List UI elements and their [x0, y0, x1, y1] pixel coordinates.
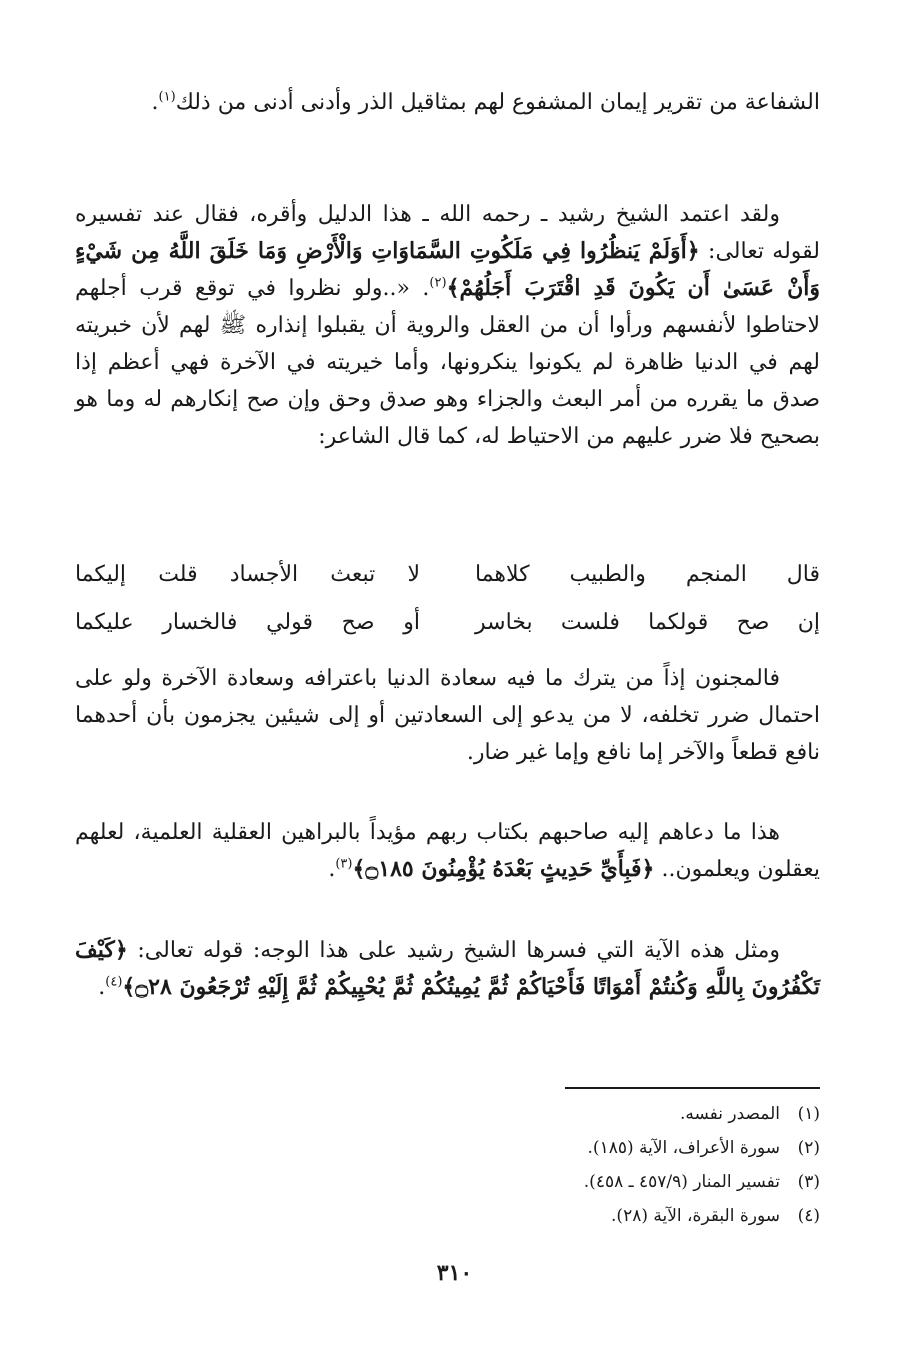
footnote-number: (١) — [797, 1104, 820, 1124]
paragraph-text: فالمجنون إذاً من يترك ما فيه سعادة الدنيا باعترافه وسعادة الآخرة ولو على احتمال ضرر تخلفه، لا من يدعو إلى السعادتين أو إلى شيئين يجزمون بأن أحدهما نافع قطعاً والآخر إما نافع وإما غير ضار. — [75, 666, 820, 765]
footnote-marker: (٣) — [335, 856, 353, 872]
footnote-item — [420, 1097, 820, 1131]
poem — [75, 562, 820, 658]
footnote-number: (٤) — [797, 1206, 820, 1226]
paragraph-intercession — [75, 84, 820, 121]
footnote-text: سورة البقرة، الآية (٢٨). — [611, 1206, 780, 1226]
paragraph-invitation — [75, 814, 820, 888]
paragraph-similar-verse — [75, 932, 820, 1006]
quran-verse: ﴿كَيْفَ تَكْفُرُونَ بِاللَّهِ وَكُنتُمْ أَمْوَاتًا فَأَحْيَاكُمْ ثُمَّ يُمِيتُكُمْ ثُمَّ يُحْيِيكُمْ ثُمَّ إِلَيْهِ تُرْجَعُونَ ۝٢٨﴾ — [75, 937, 820, 1000]
page-number: ٣١٠ — [436, 1260, 473, 1286]
poem-first-hemistich: إن صح قولكما فلست بخاسر — [475, 610, 820, 635]
footnote-divider — [565, 1087, 820, 1089]
footnote-number: (٢) — [797, 1138, 820, 1158]
paragraph-text: الشفاعة من تقرير إيمان المشفوع لهم بمثاقيل الذر وأدنى أدنى من ذلك — [175, 90, 820, 115]
paragraph-rest: . «..ولو نظروا في توقع قرب أجلهم لاحتاطوا لأنفسهم ورأوا أن من العقل والروية أن يقبلوا إنذاره ﷺ لهم لأن خبريته لهم في الدنيا ظاهرة لم يكونوا ينكرونها، وأما خيريته في الآخرة فهي أعظم إذا صدق ما يقرره من أمر البعث والجزاء وهو صدق وحق وإن صح إنكارهم له وما هو بصحيح فلا ضرر عليهم من الاحتياط له، كما قال الشاعر: — [75, 276, 820, 449]
poem-second-hemistich: لا تبعث الأجساد قلت إليكما — [75, 562, 420, 587]
footnote-item — [420, 1199, 820, 1233]
poem-line — [75, 562, 820, 610]
quran-verse: ﴿فَبِأَيِّ حَدِيثٍ بَعْدَهُ يُؤْمِنُونَ ۝١٨٥﴾ — [352, 856, 655, 882]
paragraph-text: هذا ما دعاهم إليه صاحبهم بكتاب ربهم مؤيداً بالبراهين العقلية العلمية، لعلهم يعقلون ويعلمون.. — [75, 820, 820, 882]
paragraph-intro: ولقد اعتمد الشيخ رشيد ـ رحمه الله ـ هذا الدليل وأقره، فقال عند تفسيره لقوله تعالى: — [75, 202, 820, 264]
footnote-marker: (٢) — [429, 275, 447, 291]
paragraph-end: . — [98, 975, 106, 1000]
quran-verse: ﴿أَوَلَمْ يَنظُرُوا فِي مَلَكُوتِ السَّمَاوَاتِ وَالْأَرْضِ وَمَا خَلَقَ اللَّهُ مِن شَيْءٍ وَأَنْ عَسَىٰ أَن يَكُونَ قَدِ اقْتَرَبَ أَجَلُهُمْ﴾ — [75, 238, 820, 301]
footnote-item — [420, 1165, 820, 1199]
footnote-text: المصدر نفسه. — [679, 1104, 780, 1124]
paragraph-text: ومثل هذه الآية التي فسرها الشيخ رشيد على هذا الوجه: قوله تعالى: — [137, 938, 780, 963]
footnote-text: سورة الأعراف، الآية (١٨٥). — [587, 1138, 780, 1158]
footnote-marker: (٤) — [105, 974, 123, 990]
footnote-number: (٣) — [797, 1172, 820, 1192]
poem-first-hemistich: قال المنجم والطبيب كلاهما — [475, 562, 820, 587]
paragraph-madman — [75, 660, 820, 771]
footnote-item — [420, 1131, 820, 1165]
paragraph-sheikh-rashid — [75, 196, 820, 455]
paragraph-end: . — [151, 90, 159, 115]
footnote-text: تفسير المنار (٤٥٧/٩ ـ ٤٥٨). — [583, 1172, 780, 1192]
poem-second-hemistich: أو صح قولي فالخسار عليكما — [75, 610, 420, 635]
paragraph-end: . — [328, 857, 336, 882]
footnote-marker: (١) — [158, 89, 176, 105]
poem-line — [75, 610, 820, 658]
footnotes-list — [420, 1097, 820, 1233]
